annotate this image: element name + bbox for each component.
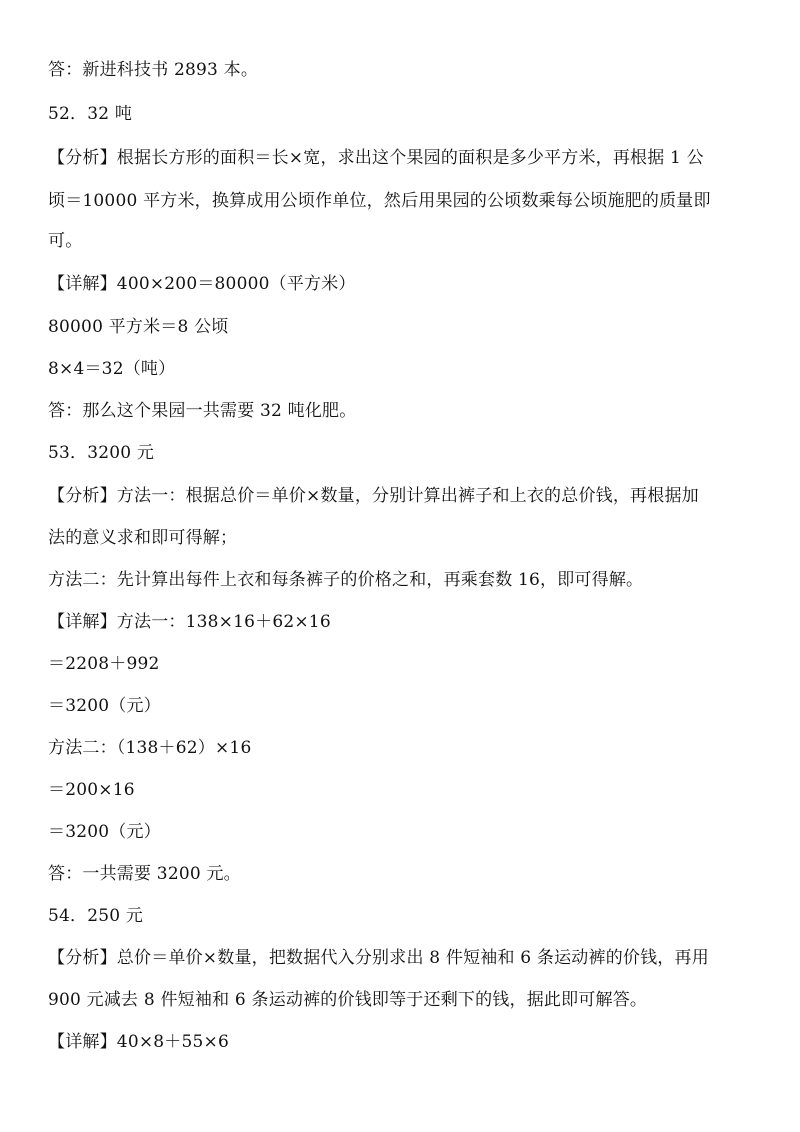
analysis-line-54-1: 【分析】总价＝单价×数量，把数据代入分别求出 8 件短袖和 6 条运动裤的价钱，再用	[48, 948, 709, 968]
answer-line-53: 答：一共需要 3200 元。	[48, 864, 241, 884]
solution-line-54-1: 【详解】40×8＋55×6	[48, 1032, 229, 1052]
question-number-53: 53．3200 元	[48, 443, 155, 463]
solution-line-53-2: ＝2208＋992	[48, 654, 160, 674]
analysis-line-54-2: 900 元减去 8 件短袖和 6 条运动裤的价钱即等于还剩下的钱，据此即可解答。	[48, 990, 648, 1010]
analysis-line-52-2: 顷＝10000 平方米，换算成用公顷作单位，然后用果园的公顷数乘每公顷施肥的质量即	[48, 191, 711, 211]
solution-line-52-3: 8×4＝32（吨）	[48, 359, 176, 379]
answer-line-51: 答：新进科技书 2893 本。	[48, 60, 259, 80]
question-number-52: 52．32 吨	[48, 104, 133, 124]
answer-line-52: 答：那么这个果园一共需要 32 吨化肥。	[48, 401, 357, 421]
solution-line-53-3: ＝3200（元）	[48, 696, 161, 716]
solution-line-53-6: ＝3200（元）	[48, 822, 161, 842]
solution-line-52-1: 【详解】400×200＝80000（平方米）	[48, 274, 356, 294]
analysis-line-53-2: 法的意义求和即可得解；	[48, 528, 238, 548]
analysis-line-53-1: 【分析】方法一：根据总价＝单价×数量，分别计算出裤子和上衣的总价钱，再根据加	[48, 486, 699, 506]
solution-line-53-1: 【详解】方法一：138×16＋62×16	[48, 612, 331, 632]
analysis-line-52-1: 【分析】根据长方形的面积＝长×宽，求出这个果园的面积是多少平方米，再根据 1 公	[48, 148, 704, 168]
analysis-line-53-3: 方法二：先计算出每件上衣和每条裤子的价格之和，再乘套数 16，即可得解。	[48, 570, 644, 590]
solution-line-53-4: 方法二：（138＋62）×16	[48, 738, 252, 758]
solution-line-52-2: 80000 平方米＝8 公顷	[48, 317, 229, 337]
analysis-line-52-3: 可。	[48, 231, 83, 251]
solution-line-53-5: ＝200×16	[48, 780, 135, 800]
question-number-54: 54．250 元	[48, 906, 144, 926]
